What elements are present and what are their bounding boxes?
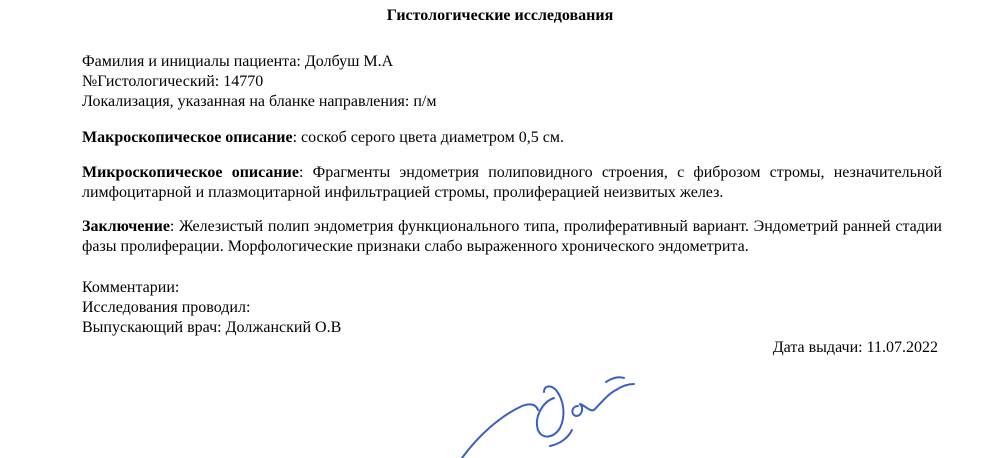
macro-label: Макроскопическое описание (82, 129, 293, 146)
signature-stroke (462, 404, 538, 458)
signature-stroke (537, 386, 564, 436)
signature-strokes (462, 377, 634, 458)
handwritten-signature (430, 366, 650, 458)
macro-description (82, 128, 942, 148)
signature-stroke (572, 404, 594, 416)
signature-stroke (594, 384, 634, 410)
comments-label: Комментарии: (82, 279, 180, 296)
issuing-doctor: Выпускающий врач: Должанский О.В (82, 319, 342, 336)
signature-stroke (606, 377, 624, 382)
footer-info (82, 278, 942, 338)
conclusion-text: : Железистый полип эндометрия функционального типа, пролиферативный вариант. Эндометрий ранней стадии фазы пролиферации. Морфологические признаки слабо выраженного хронического эндометрита. (82, 218, 942, 255)
localization: Локализация, указанная на бланке направления: п/м (82, 93, 437, 110)
macro-text: : соскоб серого цвета диаметром 0,5 см. (292, 129, 564, 146)
patient-info (82, 52, 942, 112)
conclusion-label: Заключение (82, 218, 170, 235)
conclusion (82, 217, 942, 257)
issue-date: Дата выдачи: 11.07.2022 (772, 339, 938, 356)
micro-text: : Фрагменты эндометрия полиповидного строения, с фиброзом стромы, незначительной лимфоцитарной и плазмоцитарной инфильтрацией стромы, пролиферацией неизвитых желез. (82, 164, 943, 201)
signature-stroke (550, 430, 572, 446)
patient-name: Фамилия и инициалы пациента: Долбуш М.А (82, 53, 394, 70)
micro-label: Микроскопическое описание (82, 164, 299, 181)
micro-description (82, 163, 942, 203)
histology-number: №Гистологический: 14770 (82, 73, 264, 90)
conducted-by-label: Исследования проводил: (82, 299, 251, 316)
document-title: Гистологические исследования (386, 7, 614, 24)
